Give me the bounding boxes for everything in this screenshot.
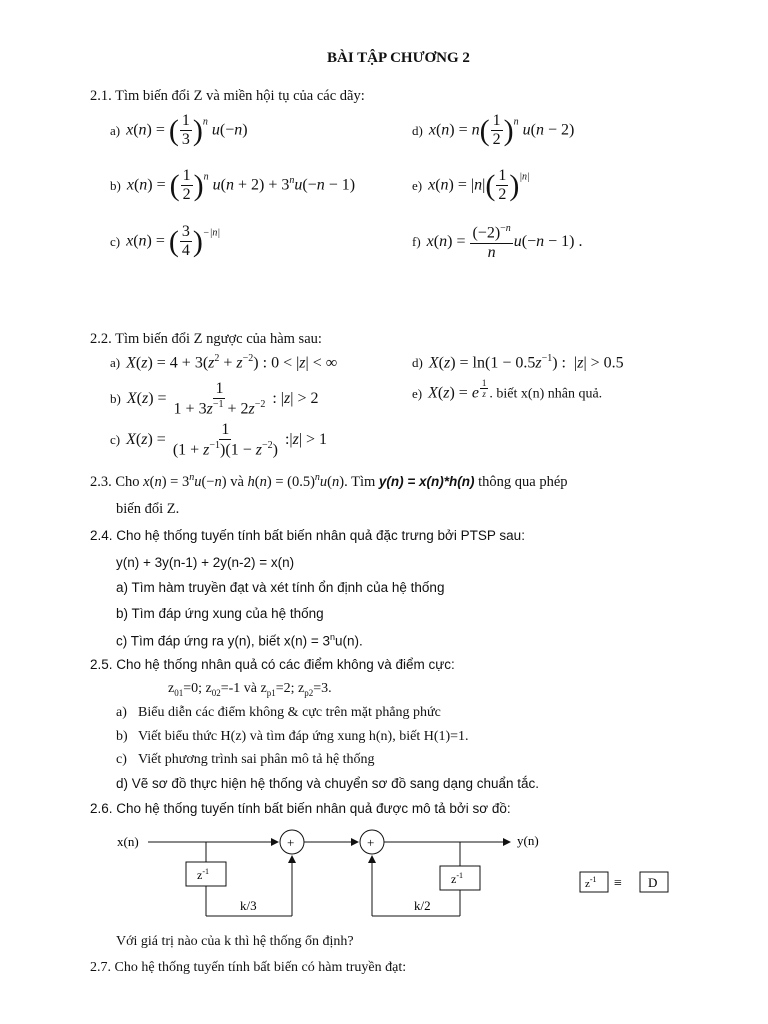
delay-2-label: $z^{-1}$ bbox=[451, 871, 463, 886]
problem-2-1-c: c) x(n) = ( $\frac{3}{4}$ )$^{-|n|}$ bbox=[110, 223, 221, 260]
problem-2-5-b: b) Viết biểu thức H(z) và tìm đáp ứng xung h(n), biết H(1)=1. bbox=[116, 729, 469, 744]
problem-2-5-a: a) Biểu diễn các điểm không & cực trên mặt phẳng phức bbox=[116, 705, 441, 720]
problem-2-4-heading: 2.4. Cho hệ thống tuyến tính bất biến nhân quả đặc trưng bởi PTSP sau: bbox=[90, 528, 525, 543]
problem-2-5-zeros-poles: $z_{01}=0$; $z_{02}=-1$ và $z_{p1}=2$; $z_{p2}=3$. bbox=[168, 681, 332, 698]
legend-delay-label: $z^{-1}$ bbox=[585, 875, 597, 890]
problem-2-6-question: Với giá trị nào của k thì hệ thống ổn định? bbox=[116, 934, 354, 949]
problem-2-4-b: b) Tìm đáp ứng xung của hệ thống bbox=[116, 606, 324, 621]
problem-2-2-heading: 2.2. Tìm biến đổi Z ngược của hàm sau: bbox=[90, 331, 322, 347]
gain-1-label: k/3 bbox=[240, 898, 257, 913]
problem-2-1-b: b) x(n) = ( $\frac{1}{2}$ )$^n$ $u(n + 2) + 3^nu(-n - 1)$ bbox=[110, 167, 356, 204]
gain-2-label: k/2 bbox=[414, 898, 431, 913]
problem-2-5-heading: 2.5. Cho hệ thống nhân quả có các điểm không và điểm cực: bbox=[90, 657, 455, 672]
problem-2-5-d: d) Vẽ sơ đồ thực hiện hệ thống và chuyển sơ đồ sang dạng chuẩn tắc. bbox=[116, 776, 540, 791]
problem-2-1-f: f) x(n) = $\frac{(-2)^{-n}}{n}$ u(−n − 1) . bbox=[412, 223, 583, 261]
problem-2-4-c: c) Tìm đáp ứng ra y(n), biết $x(n) = 3^nu(n)$. bbox=[116, 632, 363, 649]
input-label: x(n) bbox=[117, 834, 139, 849]
problem-2-2-c: c) X(z) = $\frac{1}{(1 + z^{-1})(1 - z^{-2})}$ :|z| > 1 bbox=[110, 421, 328, 459]
output-label: y(n) bbox=[517, 833, 539, 848]
problem-2-6-heading: 2.6. Cho hệ thống tuyến tính bất biến nhân quả được mô tả bởi sơ đồ: bbox=[90, 801, 511, 816]
problem-2-7-heading: 2.7. Cho hệ thống tuyến tính bất biến có hàm truyền đạt: bbox=[90, 960, 407, 975]
problem-2-1-d: d) x(n) = n( $\frac{1}{2}$ )$^n$ u(n − 2) bbox=[412, 112, 575, 149]
problem-2-2-b: b) X(z) = $\frac{1}{1 + 3z^{-1} + 2z^{-2}}$ : |z| > 2 bbox=[110, 380, 319, 418]
block-diagram bbox=[0, 820, 768, 930]
adder-1-sign: + bbox=[287, 835, 295, 850]
problem-2-1-a: a) x(n) = ( $\frac{1}{3}$ )$^n$ u(−n) bbox=[110, 112, 248, 149]
delay-1-label: $z^{-1}$ bbox=[197, 867, 209, 882]
problem-2-3-cont: biến đổi Z. bbox=[116, 501, 180, 517]
adder-2-sign: + bbox=[367, 835, 375, 850]
problem-2-3: 2.3. Cho $x(n) = 3^nu(-n)$ và $h(n) = (0.5)^nu(n)$. Tìm y(n) = x(n)*h(n) thông qua phép bbox=[90, 472, 568, 490]
problem-2-1-heading: 2.1. Tìm biến đổi Z và miền hội tụ của các dãy: bbox=[90, 88, 365, 104]
problem-2-4-equation: y(n) + 3y(n-1) + 2y(n-2) = x(n) bbox=[116, 555, 295, 570]
problem-2-2-e: e) X(z) = e $\frac{1}{z}$ . biết x(n) nhân quả. bbox=[412, 378, 603, 402]
problem-2-5-c: c) Viết phương trình sai phân mô tả hệ thống bbox=[116, 752, 375, 767]
problem-2-2-a: a) $X(z) = 4 + 3(z^2 + z^{-2})$ : 0 < |z| < ∞ bbox=[110, 353, 338, 372]
page-title: BÀI TẬP CHƯƠNG 2 bbox=[327, 50, 470, 66]
legend-equiv: ≡ bbox=[614, 876, 622, 891]
problem-2-1-e: e) x(n) = |n|( $\frac{1}{2}$ )$^{|n|}$ bbox=[412, 167, 530, 204]
problem-2-3-target: y(n) = x(n)*h(n) bbox=[378, 473, 475, 489]
legend-d-label: D bbox=[648, 875, 658, 890]
problem-2-2-d: d) $X(z) = \ln(1 - 0.5z^{-1})$ : |z| > 0.5 bbox=[412, 353, 624, 372]
problem-2-4-a: a) Tìm hàm truyền đạt và xét tính ổn định của hệ thống bbox=[116, 580, 445, 595]
